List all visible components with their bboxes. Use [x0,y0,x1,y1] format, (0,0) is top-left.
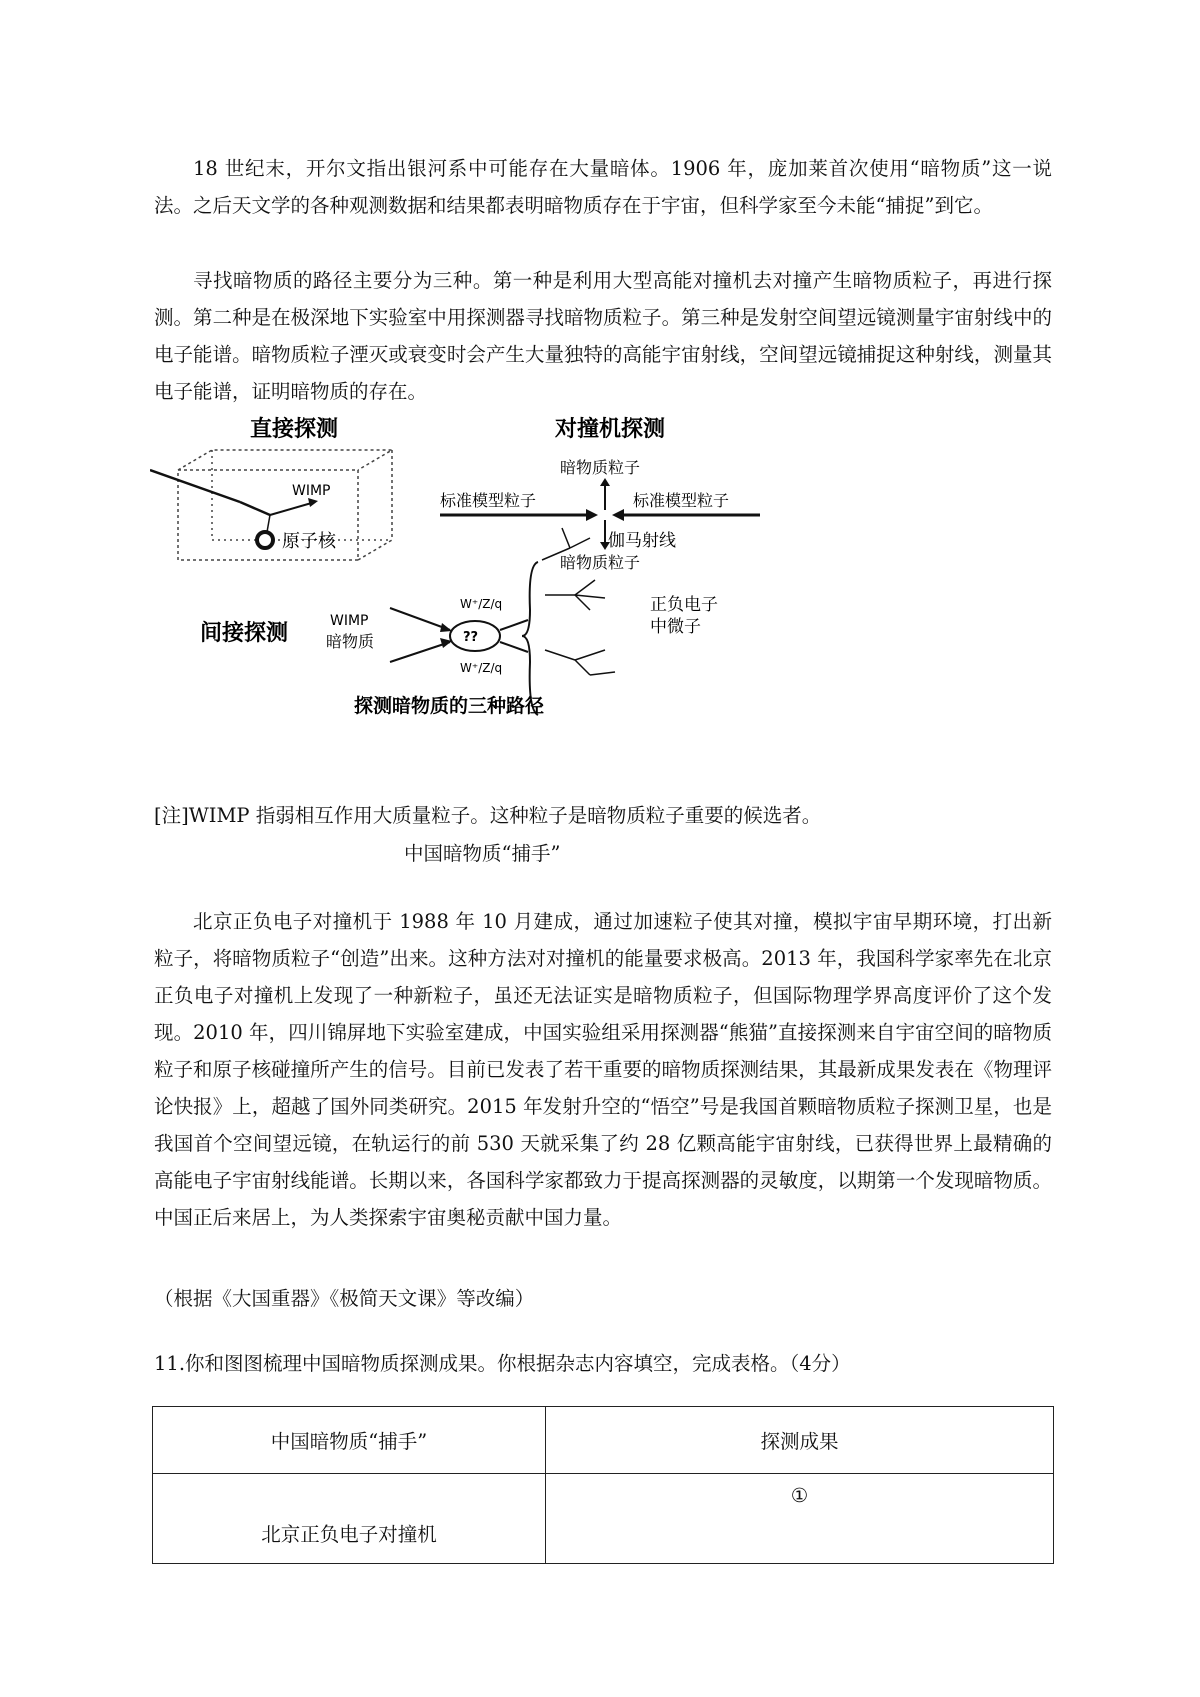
table-cell-hunter: 北京正负电子对撞机 [153,1474,546,1564]
std-particle-left: 标准模型粒子 [440,491,537,510]
collision-arrow-left-head [586,509,598,521]
w-z-q-bottom: W⁺/Z/q [460,661,503,675]
source-note: （根据《大国重器》《极简天文课》等改编） [154,1287,535,1310]
indirect-detection-title: 间接探测 [200,621,289,646]
table-cell-answer-blank[interactable]: ① [546,1474,1054,1564]
out-bottom [500,642,528,652]
paragraph-intro: 18 世纪末，开尔文指出银河系中可能存在大量暗体。1906 年，庞加莱首次使用“暗物质”这一说法。之后天文学的各种观测数据和结果都表明暗物质存在于宇宙，但科学家至今未能“捕捉”到它。 [154,157,1052,217]
w-z-q-top: W⁺/Z/q [460,597,503,611]
std-particle-right: 标准模型粒子 [633,491,730,510]
nucleus-icon [257,532,273,548]
positron-label-line2: 中微子 [650,617,701,637]
annihilation-unknown: ?? [463,630,479,645]
table-row [153,1474,1054,1564]
table-header-result: 探测成果 [546,1407,1054,1474]
question-11: 11.你和图图梳理中国暗物质探测成果。你根据杂志内容填空，完成表格。（4分） [154,1352,851,1375]
positron-decay [545,580,605,610]
paragraph-china-hunters: 北京正负电子对撞机于 1988 年 10 月建成，通过加速粒子使其对撞，模拟宇宙早期环境，打出新粒子，将暗物质粒子“创造”出来。这种方法对对撞机的能量要求极高。2013 年，我国科学家率先在北京正负电子对撞机上发现了一种新粒子，虽还无法证实是暗物质粒子，但国际物理学界高度评价了这个发现。2010 年，四川锦屏地下实验室建成，中国实验组采用探测器“熊猫”直接探测来自宇宙空间的暗物质粒子和原子核碰撞所产生的信号。目前已发表了若干重要的暗物质探测结果，其最新成果发表在《物理评论快报》上，超越了国外同类研究。2015 年发射升空的“悟空”号是我国首颗暗物质粒子探测卫星，也是我国首个空间望远镜，在轨运行的前 530 天就采集了约 28 亿颗高能宇宙射线，已获得世界上最精确的高能电子宇宙射线能谱。长期以来，各国科学家都致力于提高探测器的灵敏度，以期第一个发现暗物质。中国正后来居上，为人类探索宇宙奥秘贡献中国力量。 [154,910,1052,1229]
chi-in-top [390,608,450,630]
figure-note: [注]WIMP 指弱相互作用大质量粒子。这种粒子是暗物质粒子重要的候选者。 [154,804,822,827]
wimp-scatter [270,502,315,515]
results-table [152,1406,1054,1564]
table-header-row [153,1407,1054,1474]
wimp-track [150,470,240,502]
dm-particle-bottom: 暗物质粒子 [560,553,641,572]
pion-decay [545,650,615,675]
section-heading: 中国暗物质“捕手” [404,842,561,865]
wimp-dm-line2: 暗物质 [326,632,375,651]
wimp-label: WIMP [292,483,331,499]
direct-detection-title: 直接探测 [250,417,339,442]
dm-arrow-up-head [600,478,610,486]
collision-arrow-right-head [612,509,624,521]
dark-matter-figure [150,410,850,785]
paragraph-methods: 寻找暗物质的路径主要分为三种。第一种是利用大型高能对撞机去对撞产生暗物质粒子，再进行探测。第二种是在极深地下实验室中用探测器寻找暗物质粒子。第三种是发射空间望远镜测量宇宙射线中的电子能谱。暗物质粒子湮灭或衰变时会产生大量独特的高能宇宙射线，空间望远镜捕捉这种射线，测量其电子能谱，证明暗物质的存在。 [154,269,1052,403]
collider-detection-title: 对撞机探测 [555,417,666,442]
wimp-track-2 [240,502,270,515]
gamma-label: 伽马射线 [608,531,676,551]
positron-label-line1: 正负电子 [650,595,718,615]
out-top [500,620,528,630]
bracket [522,562,538,715]
nucleus-recoil [267,515,270,532]
wimp-scatter-arrow [308,498,318,507]
chi-in-top-head [440,623,452,632]
table-header-hunter: 中国暗物质“捕手” [153,1407,546,1474]
chi-in-bottom [390,642,450,662]
figure-caption: 探测暗物质的三种路径 [354,695,545,717]
wimp-dm-line1: WIMP [330,613,369,629]
nucleus-label: 原子核 [282,531,336,552]
dm-particle-top: 暗物质粒子 [560,458,641,477]
